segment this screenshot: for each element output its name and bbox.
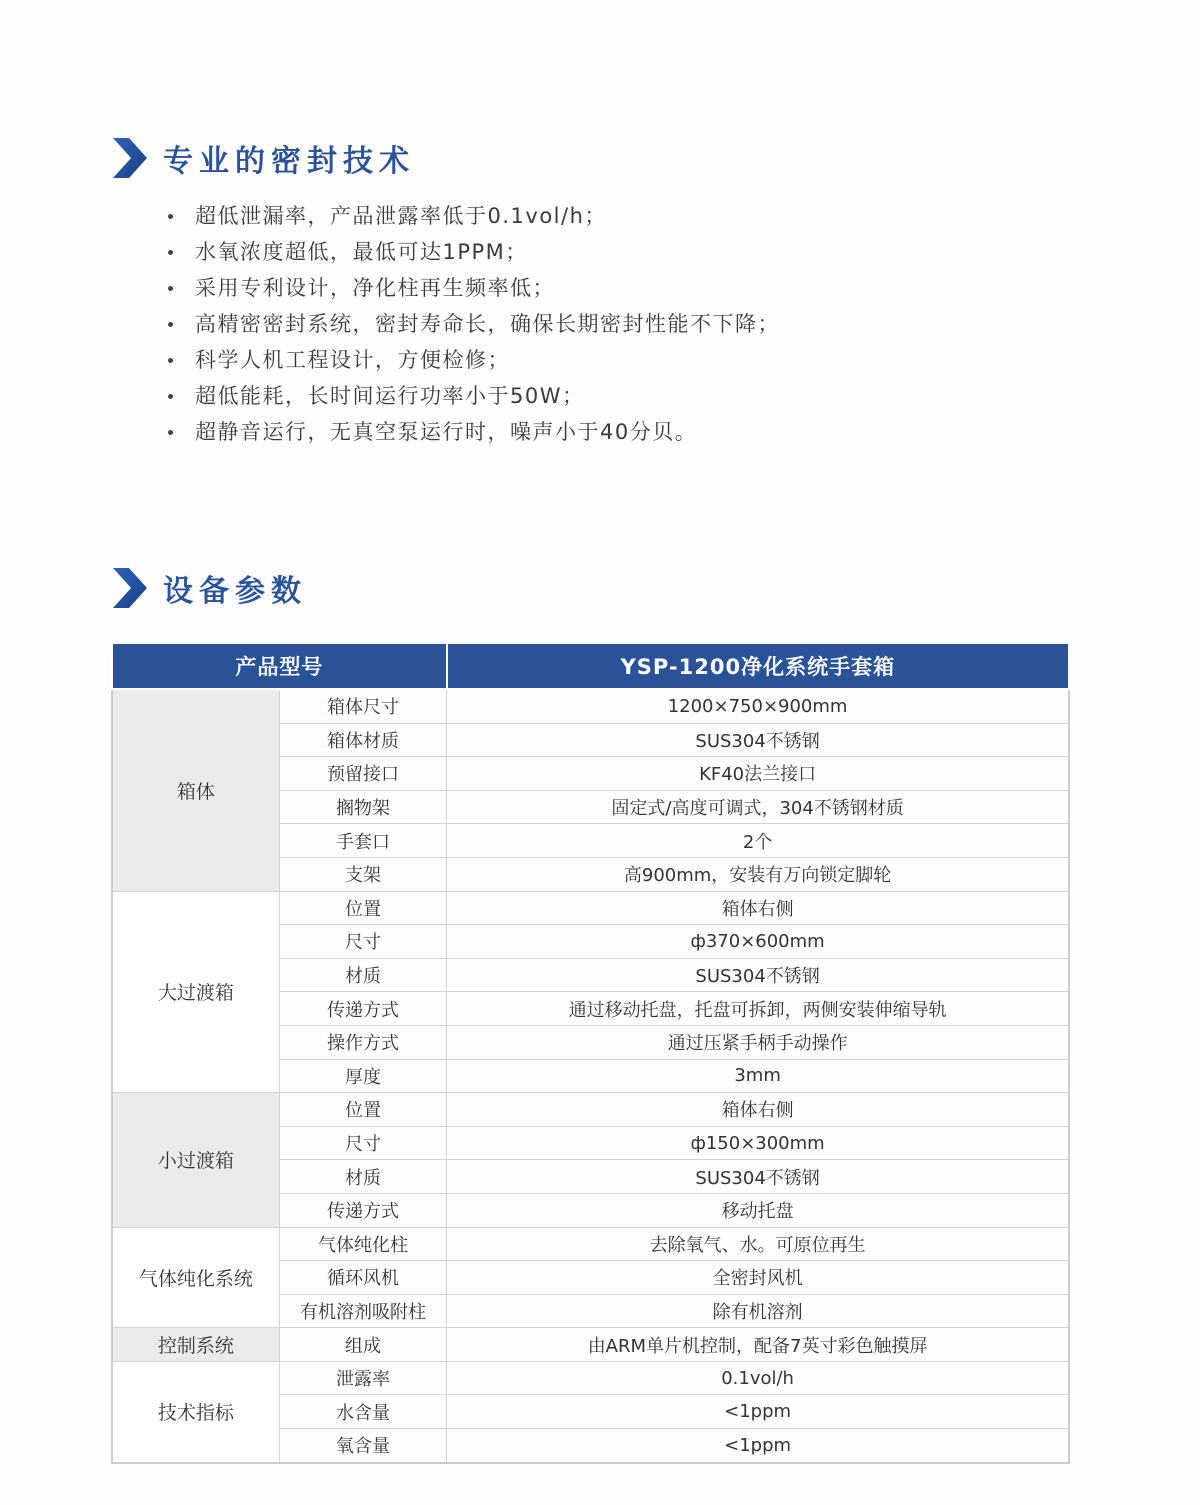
group-cell: 大过渡箱 (112, 891, 279, 1093)
param-cell: 材质 (279, 958, 446, 992)
value-cell: SUS304不锈钢 (447, 958, 1069, 992)
param-cell: 支架 (279, 857, 446, 891)
section-title-text: 专业的密封技术 (163, 144, 415, 179)
param-cell: 尺寸 (279, 1126, 446, 1160)
param-cell: 传递方式 (279, 1193, 446, 1227)
header-model-value: YSP-1200净化系统手套箱 (447, 643, 1069, 689)
bullet-icon (168, 250, 173, 255)
feature-item (162, 342, 780, 378)
value-cell: 1200×750×900mm (447, 689, 1069, 723)
spec-table (111, 642, 1070, 1464)
table-header-row (112, 643, 1069, 689)
feature-text: 超低泄漏率，产品泄露率低于0.1vol/h； (195, 204, 607, 228)
feature-item (162, 378, 780, 414)
param-cell: 箱体尺寸 (279, 689, 446, 723)
group-cell: 技术指标 (112, 1361, 279, 1462)
param-cell: 传递方式 (279, 992, 446, 1026)
param-cell: 泄露率 (279, 1361, 446, 1395)
param-cell: 位置 (279, 891, 446, 925)
param-cell: 材质 (279, 1160, 446, 1194)
value-cell: 全密封风机 (447, 1261, 1069, 1295)
table-row (112, 689, 1069, 723)
feature-text: 科学人机工程设计，方便检修； (195, 348, 510, 372)
chevron-right-icon (113, 138, 147, 178)
param-cell: 水含量 (279, 1395, 446, 1429)
value-cell: 2个 (447, 824, 1069, 858)
value-cell: <1ppm (447, 1429, 1069, 1463)
value-cell: KF40法兰接口 (447, 757, 1069, 791)
param-cell: 尺寸 (279, 925, 446, 959)
table-row (112, 891, 1069, 925)
header-model-label: 产品型号 (112, 643, 447, 689)
bullet-icon (168, 394, 173, 399)
feature-item (162, 306, 780, 342)
bullet-icon (168, 322, 173, 327)
group-cell: 气体纯化系统 (112, 1227, 279, 1328)
param-cell: 位置 (279, 1093, 446, 1127)
value-cell: 通过移动托盘，托盘可拆卸，两侧安装伸缩导轨 (447, 992, 1069, 1026)
section-title-sealing (113, 138, 415, 178)
feature-text: 超静音运行，无真空泵运行时，噪声小于40分贝。 (195, 420, 698, 444)
bullet-icon (168, 358, 173, 363)
param-cell: 气体纯化柱 (279, 1227, 446, 1261)
value-cell: SUS304不锈钢 (447, 1160, 1069, 1194)
value-cell: 0.1vol/h (447, 1361, 1069, 1395)
param-cell: 操作方式 (279, 1025, 446, 1059)
group-cell: 箱体 (112, 689, 279, 891)
value-cell: 去除氧气、水。可原位再生 (447, 1227, 1069, 1261)
param-cell: 手套口 (279, 824, 446, 858)
param-cell: 搁物架 (279, 790, 446, 824)
bullet-icon (168, 214, 173, 219)
param-cell: 循环风机 (279, 1261, 446, 1295)
feature-text: 高精密密封系统，密封寿命长，确保长期密封性能不下降； (195, 312, 780, 336)
table-row (112, 1227, 1069, 1261)
value-cell: SUS304不锈钢 (447, 723, 1069, 757)
section-title-text: 设备参数 (163, 574, 307, 609)
spec-table-body (112, 689, 1069, 1463)
table-row (112, 1093, 1069, 1127)
group-cell: 小过渡箱 (112, 1093, 279, 1227)
value-cell: 除有机溶剂 (447, 1294, 1069, 1328)
bullet-icon (168, 430, 173, 435)
value-cell: 固定式/高度可调式，304不锈钢材质 (447, 790, 1069, 824)
value-cell: 3mm (447, 1059, 1069, 1093)
param-cell: 厚度 (279, 1059, 446, 1093)
chevron-right-icon (113, 568, 147, 608)
feature-list (162, 198, 780, 450)
feature-text: 水氧浓度超低，最低可达1PPM； (195, 240, 528, 264)
value-cell: 箱体右侧 (447, 891, 1069, 925)
feature-item (162, 234, 780, 270)
value-cell: ф370×600mm (447, 925, 1069, 959)
feature-item (162, 270, 780, 306)
value-cell: 箱体右侧 (447, 1093, 1069, 1127)
value-cell: 高900mm，安装有万向锁定脚轮 (447, 857, 1069, 891)
feature-item (162, 198, 780, 234)
group-cell: 控制系统 (112, 1328, 279, 1362)
table-row (112, 1328, 1069, 1362)
param-cell: 氧含量 (279, 1429, 446, 1463)
section-title-params (113, 568, 307, 608)
feature-text: 超低能耗，长时间运行功率小于50W； (195, 384, 585, 408)
value-cell: 通过压紧手柄手动操作 (447, 1025, 1069, 1059)
value-cell: <1ppm (447, 1395, 1069, 1429)
param-cell: 有机溶剂吸附柱 (279, 1294, 446, 1328)
feature-text: 采用专利设计，净化柱再生频率低； (195, 276, 555, 300)
bullet-icon (168, 286, 173, 291)
param-cell: 组成 (279, 1328, 446, 1362)
value-cell: 由ARM单片机控制，配备7英寸彩色触摸屏 (447, 1328, 1069, 1362)
feature-item (162, 414, 780, 450)
table-row (112, 1361, 1069, 1395)
param-cell: 预留接口 (279, 757, 446, 791)
value-cell: 移动托盘 (447, 1193, 1069, 1227)
value-cell: ф150×300mm (447, 1126, 1069, 1160)
param-cell: 箱体材质 (279, 723, 446, 757)
